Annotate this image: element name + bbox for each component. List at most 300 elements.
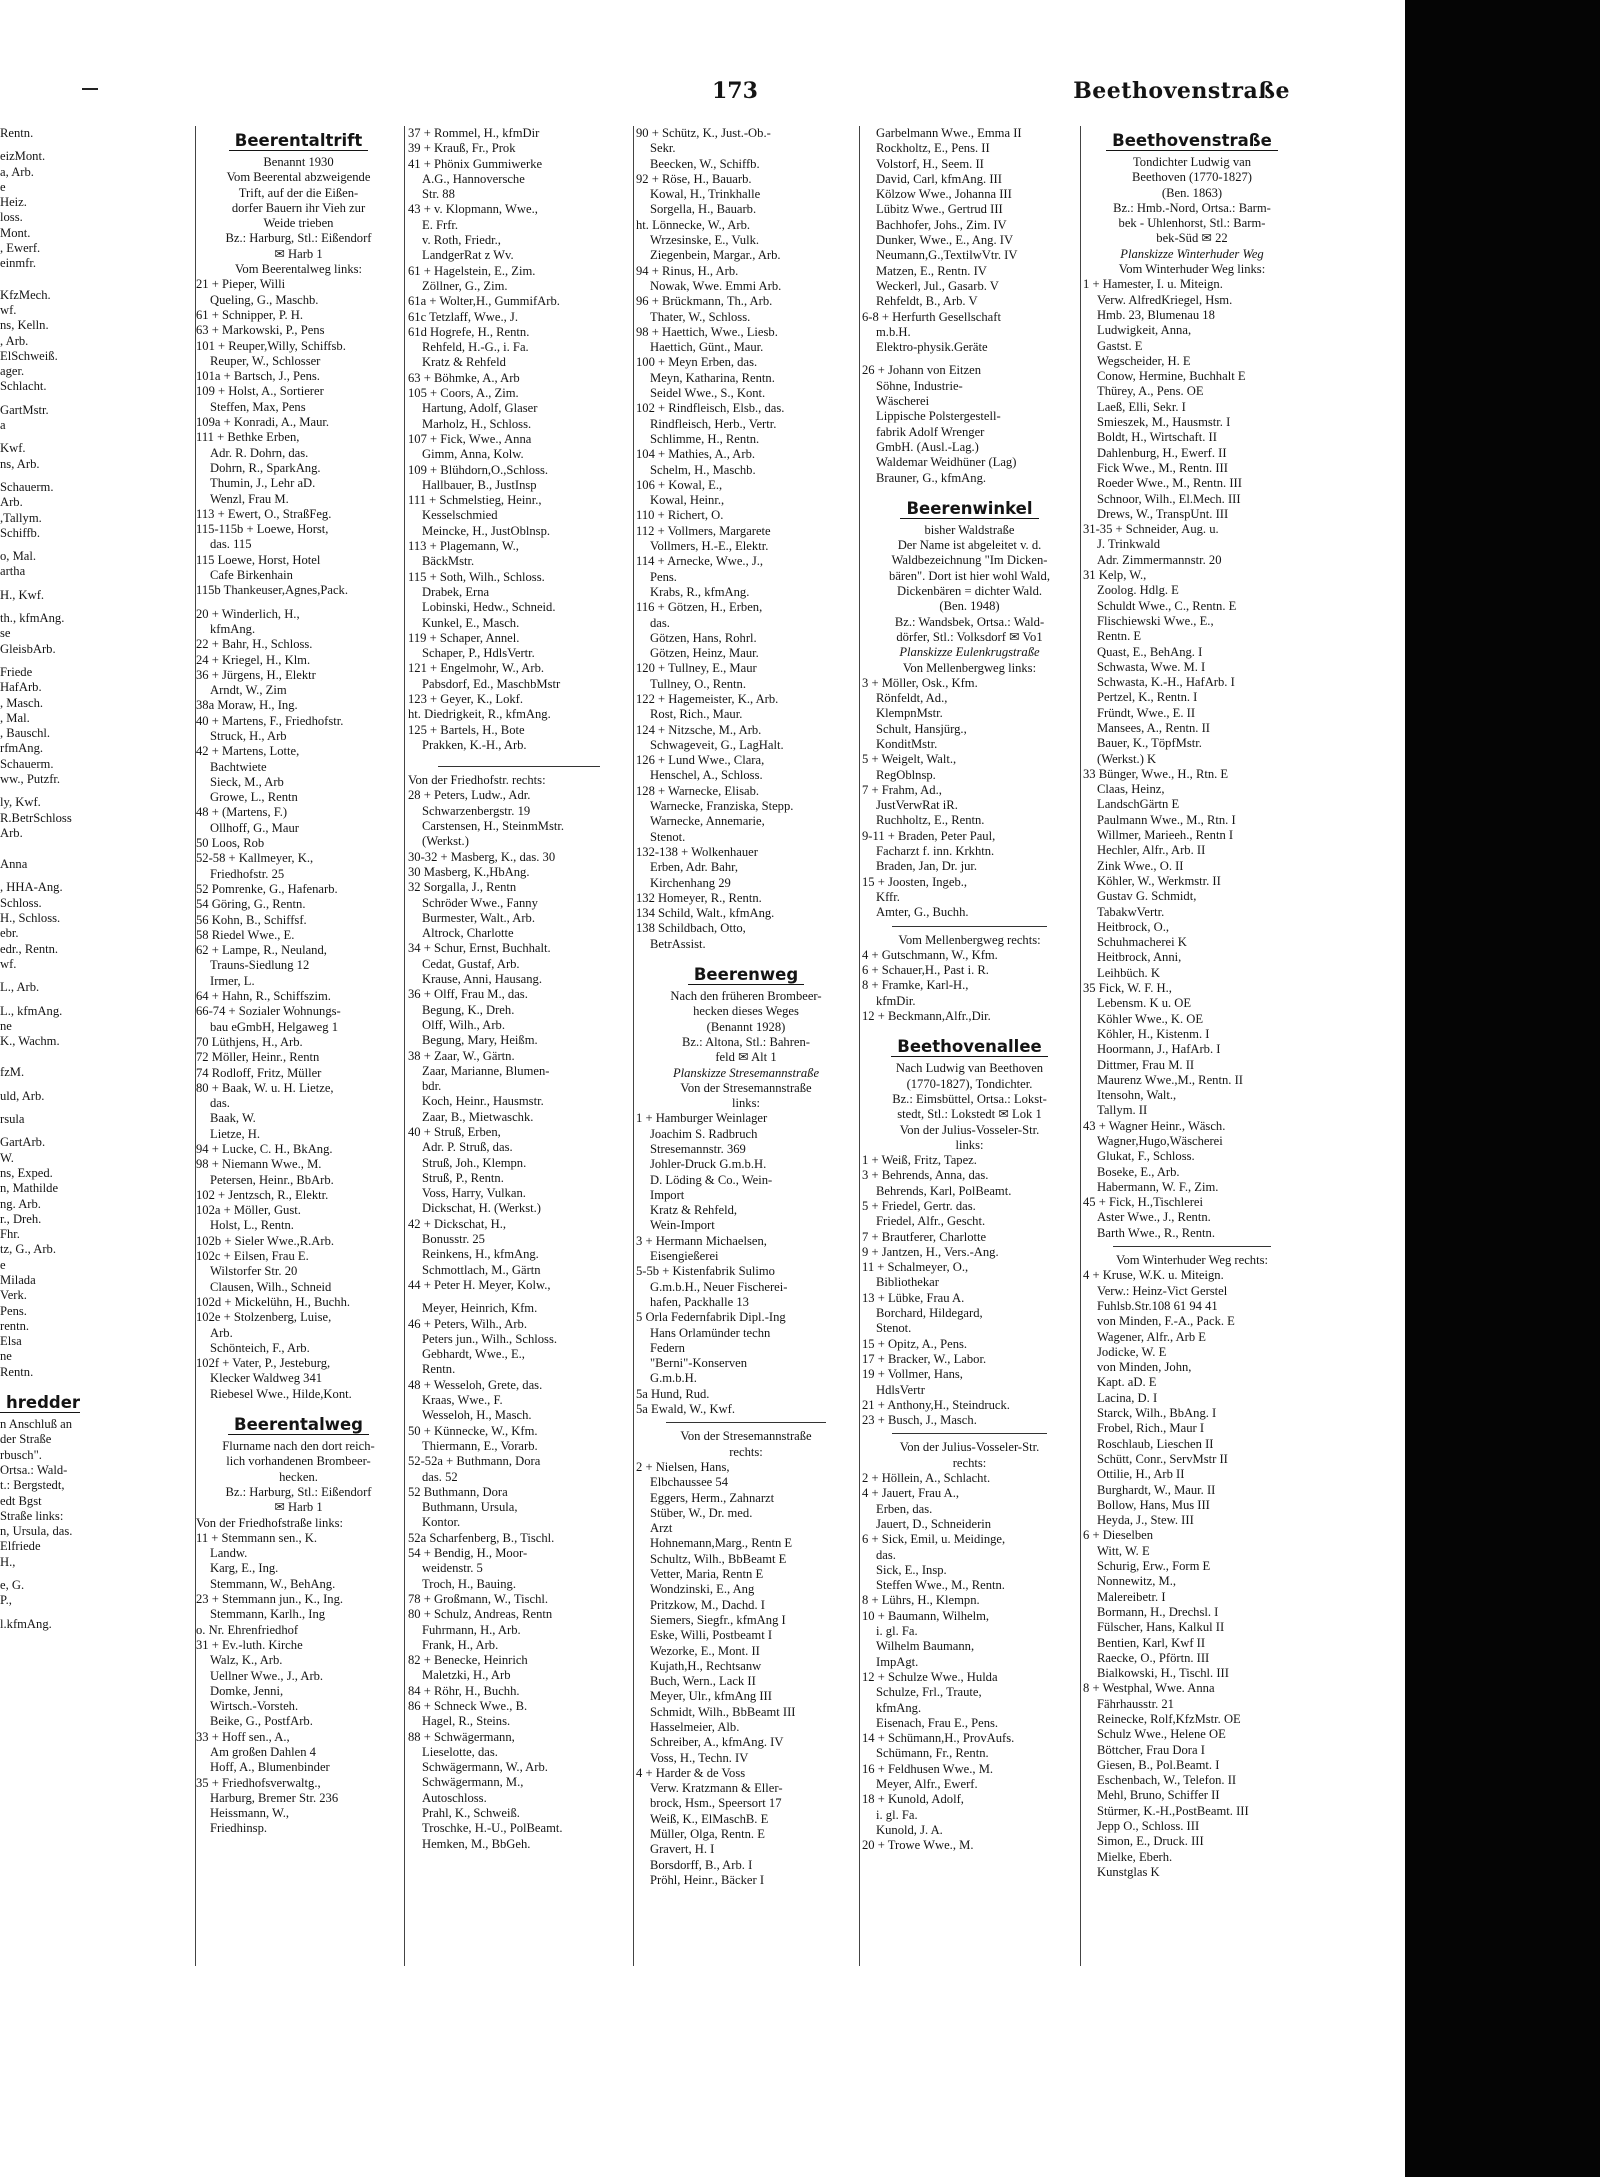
resident-line: Dickschat, H. (Werkst.) — [422, 1201, 541, 1216]
resident-line: Kesselschmied — [422, 508, 498, 523]
entry-line: 61 + Hagelstein, E., Zim. — [408, 263, 536, 278]
entry-line: 102a + Möller, Gust. — [196, 1203, 301, 1218]
spacer — [0, 603, 80, 611]
resident-line: Reinecke, Rolf,KfzMstr. OE — [1097, 1711, 1241, 1726]
resident-line: Behrends, Karl, PolBeamt. — [876, 1183, 1012, 1198]
entry-line: 35 Fick, W. F. H., — [1083, 981, 1172, 996]
entry-line: 78 + Großmann, W., Tischl. — [408, 1591, 549, 1606]
resident-line: bau eGmbH, Helgaweg 1 — [210, 1019, 338, 1034]
spacer — [0, 1057, 80, 1065]
entry-line: 23 + Busch, J., Masch. — [862, 1413, 977, 1428]
entry-line: 4 + Gutschmann, W., Kfm. — [862, 947, 998, 962]
resident-line: Growe, L., Rentn — [210, 790, 298, 805]
entry-line: 101a + Bartsch, J., Pens. — [196, 369, 320, 384]
resident-line: Hoormann, J., HafArb. I — [1097, 1042, 1221, 1057]
entry-line: 126 + Lund Wwe., Clara, — [636, 753, 765, 768]
resident-line: Siemers, Siegfr., kfmAng I — [650, 1612, 786, 1627]
resident-line: RegOblnsp. — [876, 767, 936, 782]
entry-line: 20 + Winderlich, H., — [196, 606, 300, 621]
entry-line: 15 + Opitz, A., Pens. — [862, 1336, 968, 1351]
column-1 — [196, 126, 401, 1966]
street-description: Tondichter Ludwig van — [1132, 155, 1252, 169]
resident-line: JustVerwRat iR. — [876, 798, 958, 813]
resident-line: Böttcher, Frau Dora I — [1097, 1742, 1205, 1757]
spacer — [0, 787, 80, 795]
entry-line: , Masch. — [0, 695, 44, 710]
entry-line: 106 + Kowal, E., — [636, 477, 723, 492]
resident-line: Kölzow Wwe., Johanna III — [876, 187, 1012, 202]
resident-line: Sekr. — [650, 141, 676, 156]
resident-line: Carstensen, H., SteinmMstr. — [422, 819, 565, 834]
resident-line: Smieszek, M., Hausmstr. I — [1097, 415, 1231, 430]
street-heading-text: hredder — [0, 1393, 80, 1414]
entry-line: 101 + Reuper,Willy, Schiffsb. — [196, 338, 346, 353]
resident-line: Burghardt, W., Maur. II — [1097, 1482, 1216, 1497]
entry-line: 38a Moraw, H., Ing. — [196, 698, 298, 713]
resident-line: Tullney, O., Rentn. — [650, 676, 746, 691]
entry-line: 119 + Schaper, Annel. — [408, 630, 520, 645]
resident-line: Pens. — [650, 569, 677, 584]
entry-line: 13 + Lübke, Frau A. — [862, 1290, 965, 1305]
entry-line: 80 + Schulz, Andreas, Rentn — [408, 1607, 553, 1622]
street-description: Von Mellenbergweg links: — [902, 660, 1037, 675]
entry-line: 43 + v. Klopmann, Wwe., — [408, 202, 538, 217]
resident-line: Adr. R. Dohrn, das. — [210, 445, 309, 460]
entry-line: Schiffb. — [0, 525, 40, 540]
entry-line: einmfr. — [0, 256, 37, 271]
resident-line: Hemken, M., BbGeh. — [422, 1836, 531, 1851]
resident-line: BäckMstr. — [422, 554, 475, 569]
column-divider — [859, 126, 860, 1966]
resident-line: Dunker, Wwe., E., Ang. IV — [876, 233, 1014, 248]
resident-line: Drews, W., TranspUnt. III — [1097, 506, 1229, 521]
street-description: bisher Waldstraße — [924, 522, 1015, 537]
resident-line: das. — [210, 1096, 230, 1111]
resident-line: Verw. AlfredKriegel, Hsm. — [1097, 292, 1233, 307]
street-description: (1770-1827), Tondichter. — [906, 1076, 1033, 1091]
resident-line: Kunold, J. A. — [876, 1822, 943, 1837]
resident-line: Schwasta, Wwe. M. I — [1097, 659, 1206, 674]
resident-line: Sick, E., Insp. — [876, 1562, 947, 1577]
section-rule — [666, 1422, 826, 1424]
street-heading — [862, 1036, 1077, 1058]
resident-line: Eschenbach, W., Telefon. II — [1097, 1773, 1237, 1788]
entry-line: o. Nr. Ehrenfriedhof — [196, 1622, 299, 1637]
entry-line: H., Schloss. — [0, 911, 61, 926]
resident-line: Quast, E., BehAng. I — [1097, 644, 1203, 659]
resident-line: Voss, Harry, Vulkan. — [422, 1186, 526, 1201]
spacer — [862, 1024, 1077, 1032]
resident-line: Kirchenhang 29 — [650, 875, 731, 890]
entry-line: 38 + Zaar, W., Gärtn. — [408, 1048, 515, 1063]
entry-line: 82 + Benecke, Heinrich — [408, 1653, 528, 1668]
entry-line: loss. — [0, 210, 23, 225]
entry-line: 5a Hund, Rud. — [636, 1386, 710, 1401]
resident-line: Schwägermann, M., — [422, 1775, 524, 1790]
spacer — [0, 849, 80, 857]
resident-line: Elbchaussee 54 — [650, 1475, 728, 1490]
resident-line: (Werkst.) — [422, 834, 469, 849]
spacer — [0, 996, 80, 1004]
entry-line: 104 + Mathies, A., Arb. — [636, 447, 756, 462]
entry-line: 30 Masberg, K.,HbAng. — [408, 864, 530, 879]
resident-line: Hohnemann,Marg., Rentn E — [650, 1536, 793, 1551]
resident-line: David, Carl, kfmAng. III — [876, 171, 1002, 186]
resident-line: Clausen, Wilh., Schneid — [210, 1279, 332, 1294]
spacer — [0, 1380, 80, 1388]
resident-line: Habermann, W. F., Zim. — [1097, 1179, 1219, 1194]
resident-line: Götzen, Hans, Rohrl. — [650, 630, 757, 645]
resident-line: kfmAng. — [210, 621, 256, 636]
entry-line: 74 Rodloff, Fritz, Müller — [196, 1065, 322, 1080]
entry-line: R.BetrSchloss — [0, 810, 72, 825]
entry-line: 19 + Vollmer, Hans, — [862, 1367, 963, 1382]
street-description: rechts: — [952, 1455, 987, 1470]
entry-line: 43 + Wagner Heinr., Wäsch. — [1083, 1118, 1226, 1133]
entry-line: K., Wachm. — [0, 1034, 60, 1049]
entry-line: 115 + Soth, Wilh., Schloss. — [408, 569, 545, 584]
resident-line: Adr. Zimmermannstr. 20 — [1097, 552, 1222, 567]
resident-line: Stüber, W., Dr. med. — [650, 1505, 753, 1520]
entry-line: rentn. — [0, 1318, 30, 1333]
entry-line: 63 + Böhmke, A., Arb — [408, 370, 520, 385]
entry-line: ly, Kwf. — [0, 795, 41, 810]
entry-line: 1 + Hamester, I. u. Miteign. — [1083, 277, 1223, 292]
entry-line: H., Kwf. — [0, 587, 45, 602]
resident-line: Schwasta, K.-H., HafArb. I — [1097, 675, 1235, 690]
entry-line: e — [0, 179, 6, 194]
resident-line: Aster Wwe., J., Rentn. — [1097, 1210, 1211, 1225]
street-description: Vom Beerental abzweigende — [226, 170, 371, 185]
resident-line: "Berni"-Konserven — [650, 1356, 748, 1371]
entry-line: L., Arb. — [0, 980, 40, 995]
entry-line: 63 + Markowski, P., Pens — [196, 323, 325, 338]
entry-line: Milada — [0, 1273, 36, 1287]
resident-line: Ottilie, H., Arb II — [1097, 1467, 1185, 1482]
street-heading-text: Beerenwinkel — [900, 499, 1038, 520]
entry-line: 15 + Joosten, Ingeb., — [862, 874, 968, 889]
resident-line: Rentn. — [422, 1362, 456, 1377]
resident-line: Fuhrmann, H., Arb. — [422, 1622, 521, 1637]
resident-line: Bachhofer, Johs., Zim. IV — [876, 217, 1007, 232]
resident-line: Bibliothekar — [876, 1275, 939, 1290]
resident-line: Bialkowski, H., Tischl. III — [1097, 1666, 1229, 1681]
column-3 — [636, 126, 856, 1966]
resident-line: Stenot. — [650, 829, 686, 844]
resident-line: Prahl, K., Schweiß. — [422, 1806, 520, 1821]
entry-line: 5 + Friedel, Gertr. das. — [862, 1199, 976, 1213]
entry-line: ht. Lönnecke, W., Arb. — [636, 217, 751, 232]
resident-line: Schultz, Wilh., BbBeamt E — [650, 1551, 787, 1566]
entry-line: 109a + Konradi, A., Maur. — [196, 415, 330, 430]
section-rule — [892, 1433, 1047, 1435]
entry-line: , HHA-Ang. — [0, 880, 63, 895]
resident-line: Erben, Adr. Bahr, — [650, 860, 738, 875]
resident-line: Riebesel Wwe., Hilde,Kont. — [210, 1386, 352, 1401]
entry-line: 66-74 + Sozialer Wohnungs- — [196, 1004, 341, 1019]
spacer — [0, 580, 80, 588]
resident-line: Paulmann Wwe., M., Rtn. I — [1097, 812, 1236, 827]
entry-line: 125 + Bartels, H., Bote — [408, 722, 525, 737]
resident-line: Vollmers, H.-E., Elektr. — [650, 539, 769, 554]
resident-line: Haettich, Günt., Maur. — [650, 340, 764, 355]
resident-line: Sorgella, H., Bauarb. — [650, 202, 757, 217]
entry-line: Heiz. — [0, 195, 27, 210]
resident-line: Gimm, Anna, Kolw. — [422, 447, 524, 462]
resident-line: Mehl, Bruno, Schiffer II — [1097, 1788, 1220, 1803]
resident-line: Nowak, Wwe. Emmi Arb. — [650, 278, 782, 293]
entry-line: 90 + Schütz, K., Just.-Ob.- — [636, 126, 771, 140]
resident-line: Wenzl, Frau M. — [210, 491, 289, 506]
street-description: bek-Süd ✉ 22 — [1156, 231, 1228, 246]
entry-line: GleisbArb. — [0, 641, 56, 656]
entry-line: ww., Putzfr. — [0, 771, 61, 786]
resident-line: Dittmer, Frau M. II — [1097, 1057, 1195, 1072]
entry-line: 31 Kelp, W., — [1083, 568, 1147, 583]
page-header — [0, 78, 1290, 108]
entry-line: 26 + Johann von Eitzen — [862, 363, 982, 378]
resident-line: Hans Orlamünder techn — [650, 1325, 771, 1340]
entry-line: 54 + Bendig, H., Moor- — [408, 1546, 528, 1561]
resident-line: Wilstorfer Str. 20 — [210, 1264, 298, 1279]
resident-line: kfmAng. — [876, 1700, 922, 1715]
resident-line: Köhler, W., Werkmstr. II — [1097, 873, 1221, 888]
resident-line: Heyda, J., Stew. III — [1097, 1513, 1194, 1528]
resident-line: v. Roth, Friedr., — [422, 233, 501, 248]
entry-line: 4 + Jauert, Frau A., — [862, 1486, 959, 1501]
resident-line: Volstorf, H., Seem. II — [876, 156, 984, 171]
resident-line: fabrik Adolf Wrenger — [876, 424, 985, 439]
entry-line: 4 + Kruse, W.K. u. Miteign. — [1083, 1268, 1224, 1283]
entry-line: 46 + Peters, Wilh., Arb. — [408, 1316, 528, 1331]
street-heading — [196, 1414, 401, 1436]
street-description: Trift, auf der die Eißen- — [238, 185, 359, 200]
resident-line: Gustav G. Schmidt, — [1097, 889, 1197, 904]
spacer — [0, 1104, 80, 1112]
resident-line: hafen, Packhalle 13 — [650, 1294, 749, 1309]
street-description: Weide trieben — [263, 216, 334, 231]
resident-line: Fülscher, Hans, Kalkul II — [1097, 1620, 1225, 1635]
street-description: Bz.: Wandsbek, Ortsa.: Wald- — [894, 614, 1045, 629]
resident-line: Wegscheider, H. E — [1097, 353, 1191, 368]
resident-line: KlempnMstr. — [876, 706, 943, 721]
resident-line: Olff, Wilh., Arb. — [422, 1017, 505, 1032]
entry-line: 138 Schildbach, Otto, — [636, 921, 746, 936]
resident-line: Kffr. — [876, 889, 900, 904]
entry-line: 5 Orla Federnfabrik Dipl.-Ing — [636, 1310, 786, 1325]
entry-line: 5-5b + Kistenfabrik Sulimo — [636, 1264, 775, 1279]
resident-line: Stenot. — [876, 1321, 912, 1336]
resident-line: Zaar, B., Mietwaschk. — [422, 1109, 534, 1124]
resident-line: Meyer, Alfr., Ewerf. — [876, 1776, 978, 1791]
resident-line: Marholz, H., Schloss. — [422, 416, 532, 431]
entry-line: edt Bgst — [0, 1493, 42, 1508]
resident-line: (Werkst.) K — [1097, 751, 1157, 766]
entry-line: Friede — [0, 664, 33, 679]
resident-line: Stemmann, W., BehAng. — [210, 1576, 336, 1591]
entry-line: 110 + Richert, O. — [636, 508, 724, 523]
resident-line: Schröder Wwe., Fanny — [422, 895, 538, 910]
resident-line: Meyer, Heinrich, Kfm. — [422, 1301, 538, 1316]
resident-line: Klecker Waldweg 341 — [210, 1371, 323, 1386]
resident-line: Köhler, H., Kistenm. I — [1097, 1026, 1210, 1041]
entry-line: 128 + Warnecke, Elisab. — [636, 783, 760, 798]
resident-line: Weiß, K., ElMaschB. E — [650, 1811, 769, 1826]
entry-line: 120 + Tullney, E., Maur — [636, 661, 757, 676]
resident-line: Maurenz Wwe.,M., Rentn. II — [1097, 1072, 1243, 1087]
resident-line: Str. 88 — [422, 187, 455, 202]
spacer — [862, 486, 1077, 494]
resident-line: Begung, K., Dreh. — [422, 1002, 515, 1017]
entry-line: 3 + Behrends, Anna, das. — [862, 1168, 989, 1183]
resident-line: Troschke, H.-U., PolBeamt. — [422, 1821, 563, 1836]
street-description: Vom Mellenbergweg rechts: — [898, 932, 1041, 947]
entry-line: 134 Schild, Walt., kfmAng. — [636, 906, 775, 921]
entry-line: Pens. — [0, 1303, 27, 1318]
resident-line: Lübitz Wwe., Gertrud III — [876, 202, 1003, 217]
resident-line: Schult, Hansjürg., — [876, 721, 967, 736]
entry-line: 102 + Rindfleisch, Elsb., das. — [636, 401, 785, 416]
resident-line: Maletzki, H., Arb — [422, 1668, 511, 1683]
resident-line: Ziegenbein, Margar., Arb. — [650, 248, 781, 263]
resident-line: Beecken, W., Schiffb. — [650, 156, 760, 171]
street-heading — [196, 130, 401, 152]
street-description: dorfer Bauern ihr Vieh zur — [231, 200, 366, 215]
entry-line: Arb. — [0, 825, 23, 840]
entry-line: Rentn. — [0, 126, 34, 140]
resident-line: Friedhofstr. 25 — [210, 866, 285, 881]
resident-line: Am großen Dahlen 4 — [210, 1744, 316, 1759]
resident-line: Heitbrock, Anni, — [1097, 950, 1182, 965]
resident-line: Wondzinski, E., Ang — [650, 1582, 755, 1597]
entry-line: GartArb. — [0, 1135, 46, 1150]
resident-line: Brauner, G., kfmAng. — [876, 470, 987, 485]
entry-line: l.kfmAng. — [0, 1616, 52, 1631]
entry-line: 102 + Jentzsch, R., Elektr. — [196, 1187, 329, 1202]
spacer — [196, 599, 401, 607]
entry-line: P., — [0, 1593, 12, 1608]
resident-line: Boseke, E., Arb. — [1097, 1164, 1180, 1179]
resident-line: Söhne, Industrie- — [876, 378, 963, 393]
spacer — [0, 841, 80, 849]
resident-line: Landw. — [210, 1546, 248, 1561]
street-description: Von der Julius-Vosseler-Str. — [899, 1440, 1040, 1455]
street-description: stedt, Stl.: Lokstedt ✉ Lok 1 — [897, 1107, 1042, 1122]
resident-line: Wezorke, E., Mont. II — [650, 1643, 760, 1658]
resident-line: Frank, H., Arb. — [422, 1637, 499, 1652]
resident-line: Schwageveit, G., LagHalt. — [650, 737, 784, 752]
resident-line: Schütt, Conr., ServMstr II — [1097, 1451, 1228, 1466]
resident-line: Irmer, L. — [210, 973, 255, 988]
entry-line: 17 + Bracker, W., Labor. — [862, 1351, 987, 1366]
street-description: Bz.: Harburg, Stl.: Eißendorf — [225, 231, 372, 246]
entry-line: 56 Kohn, B., Schiffsf. — [196, 912, 307, 927]
entry-line: Verk. — [0, 1288, 27, 1303]
entry-line: HafArb. — [0, 680, 42, 695]
resident-line: ImpAgt. — [876, 1654, 919, 1669]
entry-line: 61d Hogrefe, H., Rentn. — [408, 324, 530, 339]
entry-line: 3 + Hermann Michaelsen, — [636, 1233, 767, 1248]
entry-line: Schauerm. — [0, 756, 54, 771]
entry-line: 52 Buthmann, Dora — [408, 1484, 508, 1499]
spacer — [0, 472, 80, 480]
resident-line: Lacina, D. I — [1097, 1390, 1158, 1405]
resident-line: Simon, E., Druck. III — [1097, 1834, 1204, 1849]
scan-border-right — [1405, 0, 1600, 2177]
entry-line: L., kfmAng. — [0, 1003, 63, 1018]
spacer — [0, 1081, 80, 1089]
entry-line: 61c Tetzlaff, Wwe., J. — [408, 309, 518, 324]
entry-line: 12 + Beckmann,Alfr.,Dir. — [862, 1009, 991, 1024]
entry-line: 8 + Lührs, H., Klempn. — [862, 1593, 980, 1608]
resident-line: bdr. — [422, 1079, 442, 1094]
entry-line: rfmAng. — [0, 741, 44, 756]
entry-line: 45 + Fick, H.,Tischlerei — [1083, 1195, 1203, 1210]
plan-reference: Planskizze Winterhuder Weg — [1120, 246, 1264, 261]
resident-line: Frobel, Rich., Maur I — [1097, 1421, 1205, 1436]
street-description: Vom Winterhuder Weg links: — [1118, 262, 1266, 277]
entry-line: fzM. — [0, 1065, 25, 1080]
resident-line: Verw.: Heinz-Vict Gerstel — [1097, 1283, 1228, 1298]
street-description: (Benannt 1928) — [706, 1019, 786, 1034]
resident-line: Lebensm. K u. OE — [1097, 996, 1192, 1011]
spacer — [636, 952, 856, 960]
resident-line: m.b.H. — [876, 324, 911, 339]
entry-line: 40 + Martens, F., Friedhofstr. — [196, 713, 344, 728]
resident-line: Thater, W., Schloss. — [650, 309, 751, 324]
resident-line: Barth Wwe., R., Rentn. — [1097, 1225, 1215, 1240]
street-description: ✉ Harb 1 — [274, 246, 323, 261]
entry-line: 20 + Trowe Wwe., M. — [862, 1838, 974, 1853]
entry-line: 52-58 + Kallmeyer, K., — [196, 851, 314, 866]
street-heading — [1083, 130, 1301, 152]
street-heading — [862, 498, 1077, 520]
resident-line: G.m.b.H. — [650, 1371, 697, 1386]
entry-line: Kwf. — [0, 441, 26, 456]
resident-line: Vetter, Maria, Rentn E — [650, 1567, 764, 1582]
resident-line: Verw. Kratzmann & Eller- — [650, 1781, 783, 1796]
spacer — [0, 872, 80, 880]
resident-line: Holst, L., Rentn. — [210, 1218, 294, 1233]
resident-line: BetrAssist. — [650, 936, 706, 951]
resident-line: Wesseloh, H., Masch. — [422, 1408, 532, 1423]
resident-line: Bollow, Hans, Mus III — [1097, 1497, 1210, 1512]
entry-line: W. — [0, 1150, 14, 1165]
resident-line: Schwägermann, W., Arb. — [422, 1760, 548, 1775]
resident-line: J. Trinkwald — [1097, 537, 1160, 552]
resident-line: Müller, Olga, Rentn. E — [650, 1827, 765, 1842]
entry-line: 7 + Brautferer, Charlotte — [862, 1229, 987, 1244]
entry-line: Schlacht. — [0, 379, 47, 394]
resident-line: Thürey, A., Pens. OE — [1097, 384, 1204, 399]
resident-line: Autoschloss. — [422, 1790, 487, 1805]
resident-line: Matzen, E., Rentn. IV — [876, 263, 987, 278]
resident-line: Heitbrock, O., — [1097, 919, 1170, 934]
resident-line: Kratz & Rehfeld — [422, 355, 506, 370]
entry-line: Straße links: — [0, 1508, 64, 1523]
resident-line: Schümann, Fr., Rentn. — [876, 1746, 989, 1761]
entry-line: 105 + Coors, A., Zim. — [408, 386, 519, 401]
resident-line: Flischiewski Wwe., E., — [1097, 613, 1214, 628]
entry-line: 11 + Schalmeyer, O., — [862, 1260, 969, 1275]
entry-line: 32 Sorgalla, J., Rentn — [408, 880, 517, 895]
resident-line: Queling, G., Maschb. — [210, 292, 319, 307]
resident-line: Glukat, F., Schloss. — [1097, 1149, 1195, 1164]
resident-line: Harburg, Bremer Str. 236 — [210, 1790, 339, 1805]
resident-line: Uellner Wwe., J., Arb. — [210, 1668, 324, 1683]
resident-line: Zaar, Marianne, Blumen- — [422, 1063, 550, 1078]
entry-line: 1 + Hamburger Weinlager — [636, 1111, 768, 1126]
